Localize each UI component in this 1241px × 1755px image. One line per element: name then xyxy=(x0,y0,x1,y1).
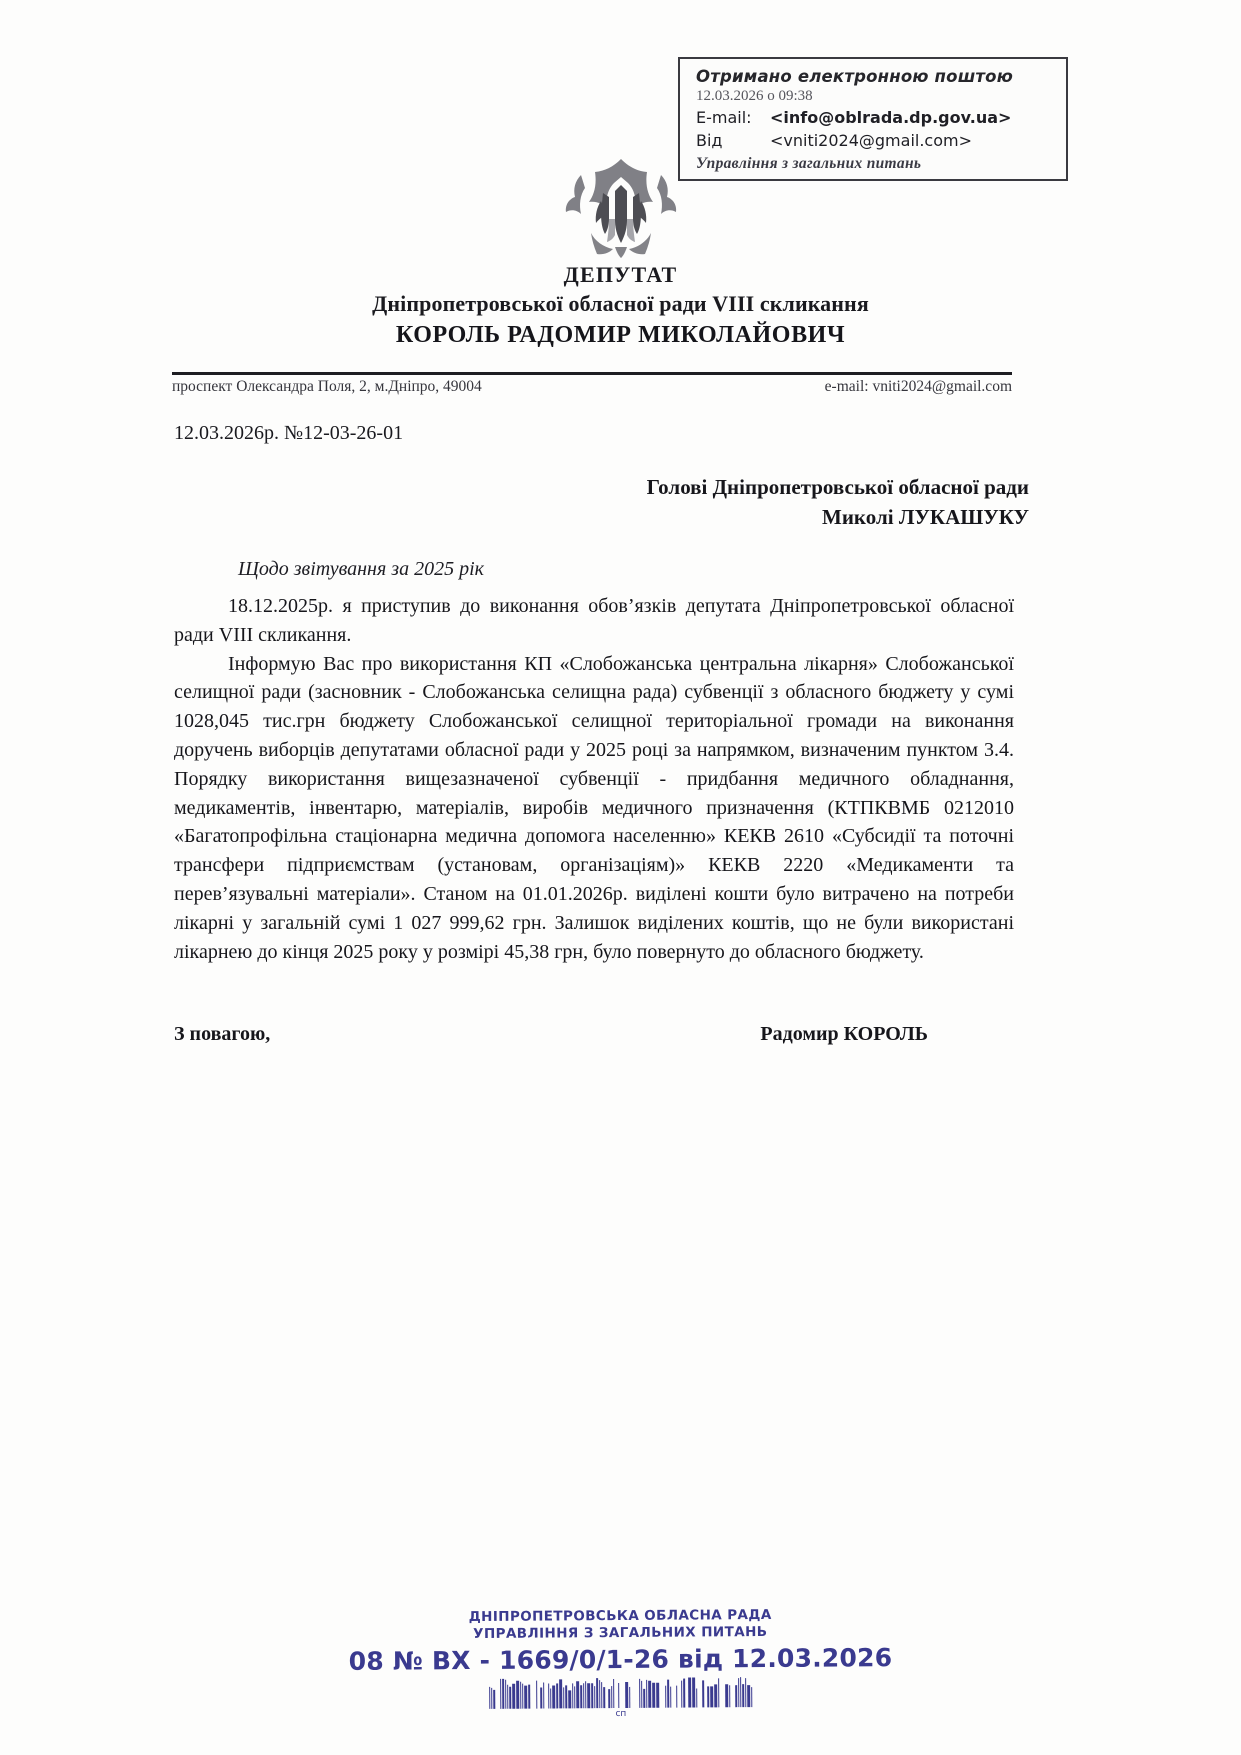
subject-line: Щодо звітування за 2025 рік xyxy=(238,558,484,580)
email-stamp-email-value: <info@oblrada.dp.gov.ua> xyxy=(770,108,1012,127)
email-stamp-department: Управління з загальних питань xyxy=(696,155,922,173)
email-stamp-email-label: E-mail: xyxy=(696,108,752,127)
email-stamp-from-row xyxy=(696,129,1056,152)
registration-stamp-number: 08 № ВХ - 1669/0/1-26 від 12.03.2026 xyxy=(348,1642,893,1676)
letterhead-address: проспект Олександра Поля, 2, м.Дніпро, 49004 xyxy=(172,378,482,395)
email-stamp-datetime: 12.03.2026 о 09:38 xyxy=(696,88,813,104)
letterhead-council: Дніпропетровської обласної ради VIII скликання xyxy=(372,291,869,316)
barcode-label: сп xyxy=(615,1708,627,1719)
letterhead-divider xyxy=(172,372,1012,375)
letterhead-contacts xyxy=(172,378,1012,396)
addressee-block xyxy=(647,472,1029,533)
addressee-name: Миколі ЛУКАШУКУ xyxy=(822,505,1029,530)
signature-name: Радомир КОРОЛЬ xyxy=(760,1023,928,1045)
email-stamp-email-row xyxy=(696,106,1056,129)
signature-block xyxy=(174,1023,1014,1046)
addressee-position: Голові Дніпропетровської обласної ради xyxy=(646,475,1029,499)
email-stamp-from-label: Від xyxy=(696,131,723,151)
body-paragraph-2: Інформую Вас про використання КП «Слобожанська центральна лікарня» Слобожанської селищної ради (засновник - Слобожанська селищна рада) субвенції з обласного бюджету у сумі 1028,045 тис.грн бюджету Слобожанської селищної територіальної громади на виконання доручень виборців депутатами обласної ради у 2025 році за напрямком, визначеним пунктом 3.4. Порядку використання вищезазначеної субвенції - придбання медичного обладнання, медикаментів, інвентарю, матеріалів, виробів медичного призначення (КТПКВМБ 0212010 «Багатопрофільна стаціонарна медична допомога населенню» КЕКВ 2610 «Субсидії та поточні трансфери підприємствам (установам, організаціям)» КЕКВ 2220 «Медикаменти та перев’язувальні матеріали». Станом на 01.01.2026р. виділені кошти було витрачено на потреби лікарні у загальній сумі 1 027 999,62 грн. Залишок виділених коштів, що не були використані лікарнею до кінця 2025 року у розмірі 45,38 грн, було повернуто до обласного бюджету. xyxy=(174,652,1014,963)
email-stamp-title: Отримано електронною поштою xyxy=(696,67,1013,86)
barcode xyxy=(471,1677,771,1709)
reference-line: 12.03.2026р. №12-03-26-01 xyxy=(174,422,404,444)
letterhead-title: ДЕПУТАТ xyxy=(563,262,678,287)
letter-body xyxy=(174,592,1014,966)
letterhead-email: e-mail: vniti2024@gmail.com xyxy=(824,378,1012,395)
email-stamp-from-value: <vniti2024@gmail.com> xyxy=(770,131,972,151)
registration-stamp-org-line2: УПРАВЛІННЯ З ЗАГАЛЬНИХ ПИТАНЬ xyxy=(473,1623,768,1642)
registration-stamp-org-line1: ДНІПРОПЕТРОВСЬКА ОБЛАСНА РАДА xyxy=(468,1606,772,1626)
letterhead xyxy=(0,262,1241,349)
coat-of-arms-icon xyxy=(0,155,1241,260)
registration-stamp xyxy=(0,1604,1241,1723)
letterhead-name: КОРОЛЬ РАДОМИР МИКОЛАЙОВИЧ xyxy=(395,322,846,348)
body-paragraph-1: 18.12.2025р. я приступив до виконання обов’язків депутата Дніпропетровської обласної ради VІІІ скликання. xyxy=(174,595,1014,646)
signature-closing: З повагою, xyxy=(174,1023,271,1045)
